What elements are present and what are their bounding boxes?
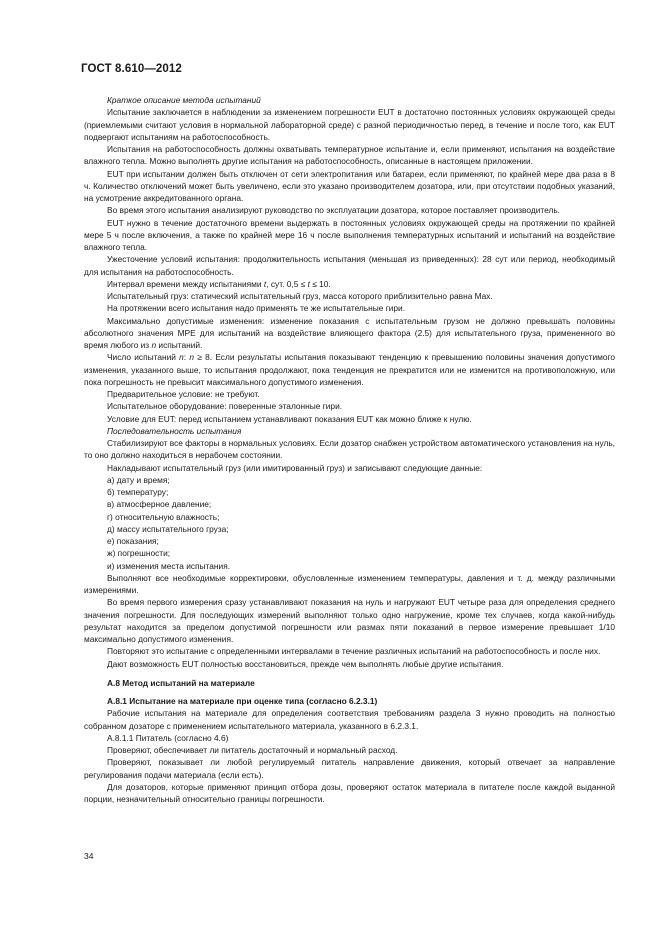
paragraph (84, 462, 615, 474)
paragraph (84, 217, 615, 254)
list-item (84, 547, 615, 559)
paragraph (84, 400, 615, 412)
text-run: Испытательный груз: статический испытательный груз, масса которого приблизительно равна Max. (107, 291, 493, 301)
text-run: Максимально допустимые изменения: изменение показания с испытательным грузом не должно превышать половины абсолютного значения MPE для испытаний на воздействие влияющего фактора (2.5) для испытательного груза, примененного во время любого из (84, 315, 615, 350)
italic-variable: n (151, 340, 157, 350)
text-run: Краткое описание метода испытаний (107, 95, 261, 105)
subheading (84, 425, 615, 437)
paragraph (84, 756, 615, 781)
paragraph (84, 204, 615, 216)
paragraph (84, 413, 615, 425)
paragraph (84, 351, 615, 388)
text-run: Повторяют это испытание с определенными интервалами в течение различных испытаний на работоспособность и после них. (107, 646, 601, 657)
text-run: Число испытаний (107, 352, 180, 363)
text-run: : (183, 352, 190, 363)
paragraph (84, 290, 615, 302)
text-run: а) дату и время; (107, 474, 170, 485)
text-run: Ужесточение условий испытания: продолжительность испытания (меньшая из приведенных): 28 сут или период, необходимый для испытания на работоспособность. (84, 254, 615, 277)
text-run: Предварительное условие: не требуют. (107, 389, 260, 399)
paragraph (84, 658, 615, 670)
italic-variable: t (263, 278, 267, 289)
text-run: в) атмосферное давление; (107, 499, 212, 510)
document-header: ГОСТ 8.610—2012 (81, 63, 182, 75)
list-item (84, 511, 615, 523)
list-item (84, 498, 615, 510)
list-item (84, 560, 615, 572)
paragraph (84, 645, 615, 657)
paragraph (84, 143, 615, 168)
italic-variable: n (189, 352, 195, 363)
paragraph (84, 106, 615, 143)
text-run: Накладывают испытательный груз (или имитированный груз) и записывают следующие данные: (107, 462, 483, 473)
paragraph (84, 707, 615, 732)
text-run: Условие для EUT: перед испытанием устанавливают показания EUT как можно ближе к нулю. (107, 413, 472, 424)
section-heading (84, 695, 615, 707)
text-run: Во время этого испытания анализируют руководство по эксплуатации дозатора, которое поставляет производитель. (107, 205, 561, 216)
paragraph (84, 437, 615, 462)
text-run: На протяжении всего испытания надо применять те же испытательные гири. (107, 303, 406, 314)
text-run: и) изменения места испытания. (107, 560, 231, 571)
text-run: Последовательность испытания (107, 425, 242, 436)
document-body (84, 94, 615, 805)
paragraph (84, 278, 615, 290)
paragraph (84, 315, 615, 352)
paragraph (84, 253, 615, 278)
text-run: Рабочие испытания на материале для определения соответствия требованиям раздела 3 нужно проводить на полностью собранном дозаторе с применением испытательного материала, указанного в 6.2.3.1. (84, 708, 615, 731)
subheading (84, 94, 615, 106)
paragraph (84, 781, 615, 806)
text-run: ≤ 10. (309, 278, 331, 289)
page-number: 34 (84, 851, 94, 861)
text-run: Испытания на работоспособность должны охватывать температурное испытание и, если применяют, испытания на воздействие влажного тепла. Можно выполнять другие испытания на работоспособность, описанные в настоящем приложении. (84, 144, 615, 167)
text-run: Во время первого измерения сразу устанавливают показания на нуль и нагружают EUT четыре раза для определения среднего значения погрешности. Для последующих измерений выполняют только одно нагружение, кроме тех случаев, когда какой-нибудь результат находится за пределом допустимой погрешности или размах пяти показаний в первое измерение превышает 1/10 максимально допустимого изменения. (84, 597, 615, 644)
text-run: Выполняют все необходимые корректировки, обусловленные изменением температуры, давления и т. д. между различными измерениями. (84, 572, 615, 595)
text-run: Испытательное оборудование: поверенные эталонные гири. (107, 401, 343, 412)
text-run: Стабилизируют все факторы в нормальных условиях. Если дозатор снабжен устройством автоматического установления на нуль, то оно должно находиться в нерабочем состоянии. (84, 438, 615, 461)
paragraph (84, 572, 615, 597)
list-item (84, 474, 615, 486)
italic-variable: n (179, 352, 184, 363)
text-run: EUT при испытании должен быть отключен от сети электропитания или батареи, если применяют, по крайней мере два раза в 8 ч. Количество отключений может быть увеличено, если это указано производителем дозатора, или, при отсутствии подобных указаний, на усмотрение аккредитованного органа. (84, 168, 615, 203)
text-run: EUT нужно в течение достаточного времени выдержать в постоянных условиях окружающей среды на протяжении по крайней мере 5 ч после включения, а также по крайней мере 16 ч после выполнения температурных испытаний и испытаний на воздействие влажного тепла. (84, 217, 615, 252)
text-run: А.8.1 Испытание на материале при оценке типа (согласно 6.2.3.1) (107, 696, 378, 706)
text-run: А.8 Метод испытаний на материале (107, 677, 255, 688)
text-run: Проверяют, обеспечивает ли питатель достаточный и нормальный расход. (107, 745, 398, 755)
text-run: Проверяют, показывает ли любой регулируемый питатель направление движения, который отвечает за направление регулирования подачи материала (если есть). (84, 757, 615, 780)
text-run: Интервал времени между испытаниями (107, 278, 264, 289)
text-run: , сут. 0,5 ≤ (266, 278, 308, 289)
text-run: е) показания; (107, 536, 159, 546)
text-run: испытаний. (156, 340, 203, 350)
paragraph (84, 732, 615, 744)
list-item (84, 486, 615, 498)
text-run: Испытание заключается в наблюдении за изменением погрешности EUT в достаточно постоянных условиях окружающей среды (приемлемыми считают условия в нормальной лабораторной среде) с разной периодичностью перед, в течение и после того, как EUT подвергают испытаниям на работоспособность. (84, 107, 615, 142)
italic-variable: t (307, 278, 310, 289)
text-run: б) температуру; (107, 487, 169, 497)
text-run: ≥ 8. Если результаты испытания показывают тенденцию к превышению половины значения допустимого изменения, указанного выше, то испытания продолжают, пока тенденция не прекратится или не изменится на противоположную, или пока погрешность не превысит максимального допустимого изменения. (84, 352, 615, 387)
list-item (84, 523, 615, 535)
text-run: г) относительную влажность; (107, 511, 220, 522)
paragraph (84, 744, 615, 756)
text-run: Дают возможность EUT полностью восстановиться, прежде чем выполнять любые другие испытания. (107, 658, 504, 669)
section-heading (84, 677, 615, 689)
text-run: А.8.1.1 Питатель (согласно 4.6) (107, 732, 229, 743)
paragraph (84, 302, 615, 314)
text-run: д) массу испытательного груза; (107, 523, 229, 534)
text-run: ж) погрешности; (107, 548, 171, 559)
text-run: Для дозаторов, которые применяют принцип отбора дозы, проверяют остаток материала в питателе после каждой выданной порции, незначительный относительно границы погрешности. (84, 781, 615, 804)
paragraph (84, 168, 615, 205)
list-item (84, 535, 615, 547)
paragraph (84, 388, 615, 400)
paragraph (84, 596, 615, 645)
